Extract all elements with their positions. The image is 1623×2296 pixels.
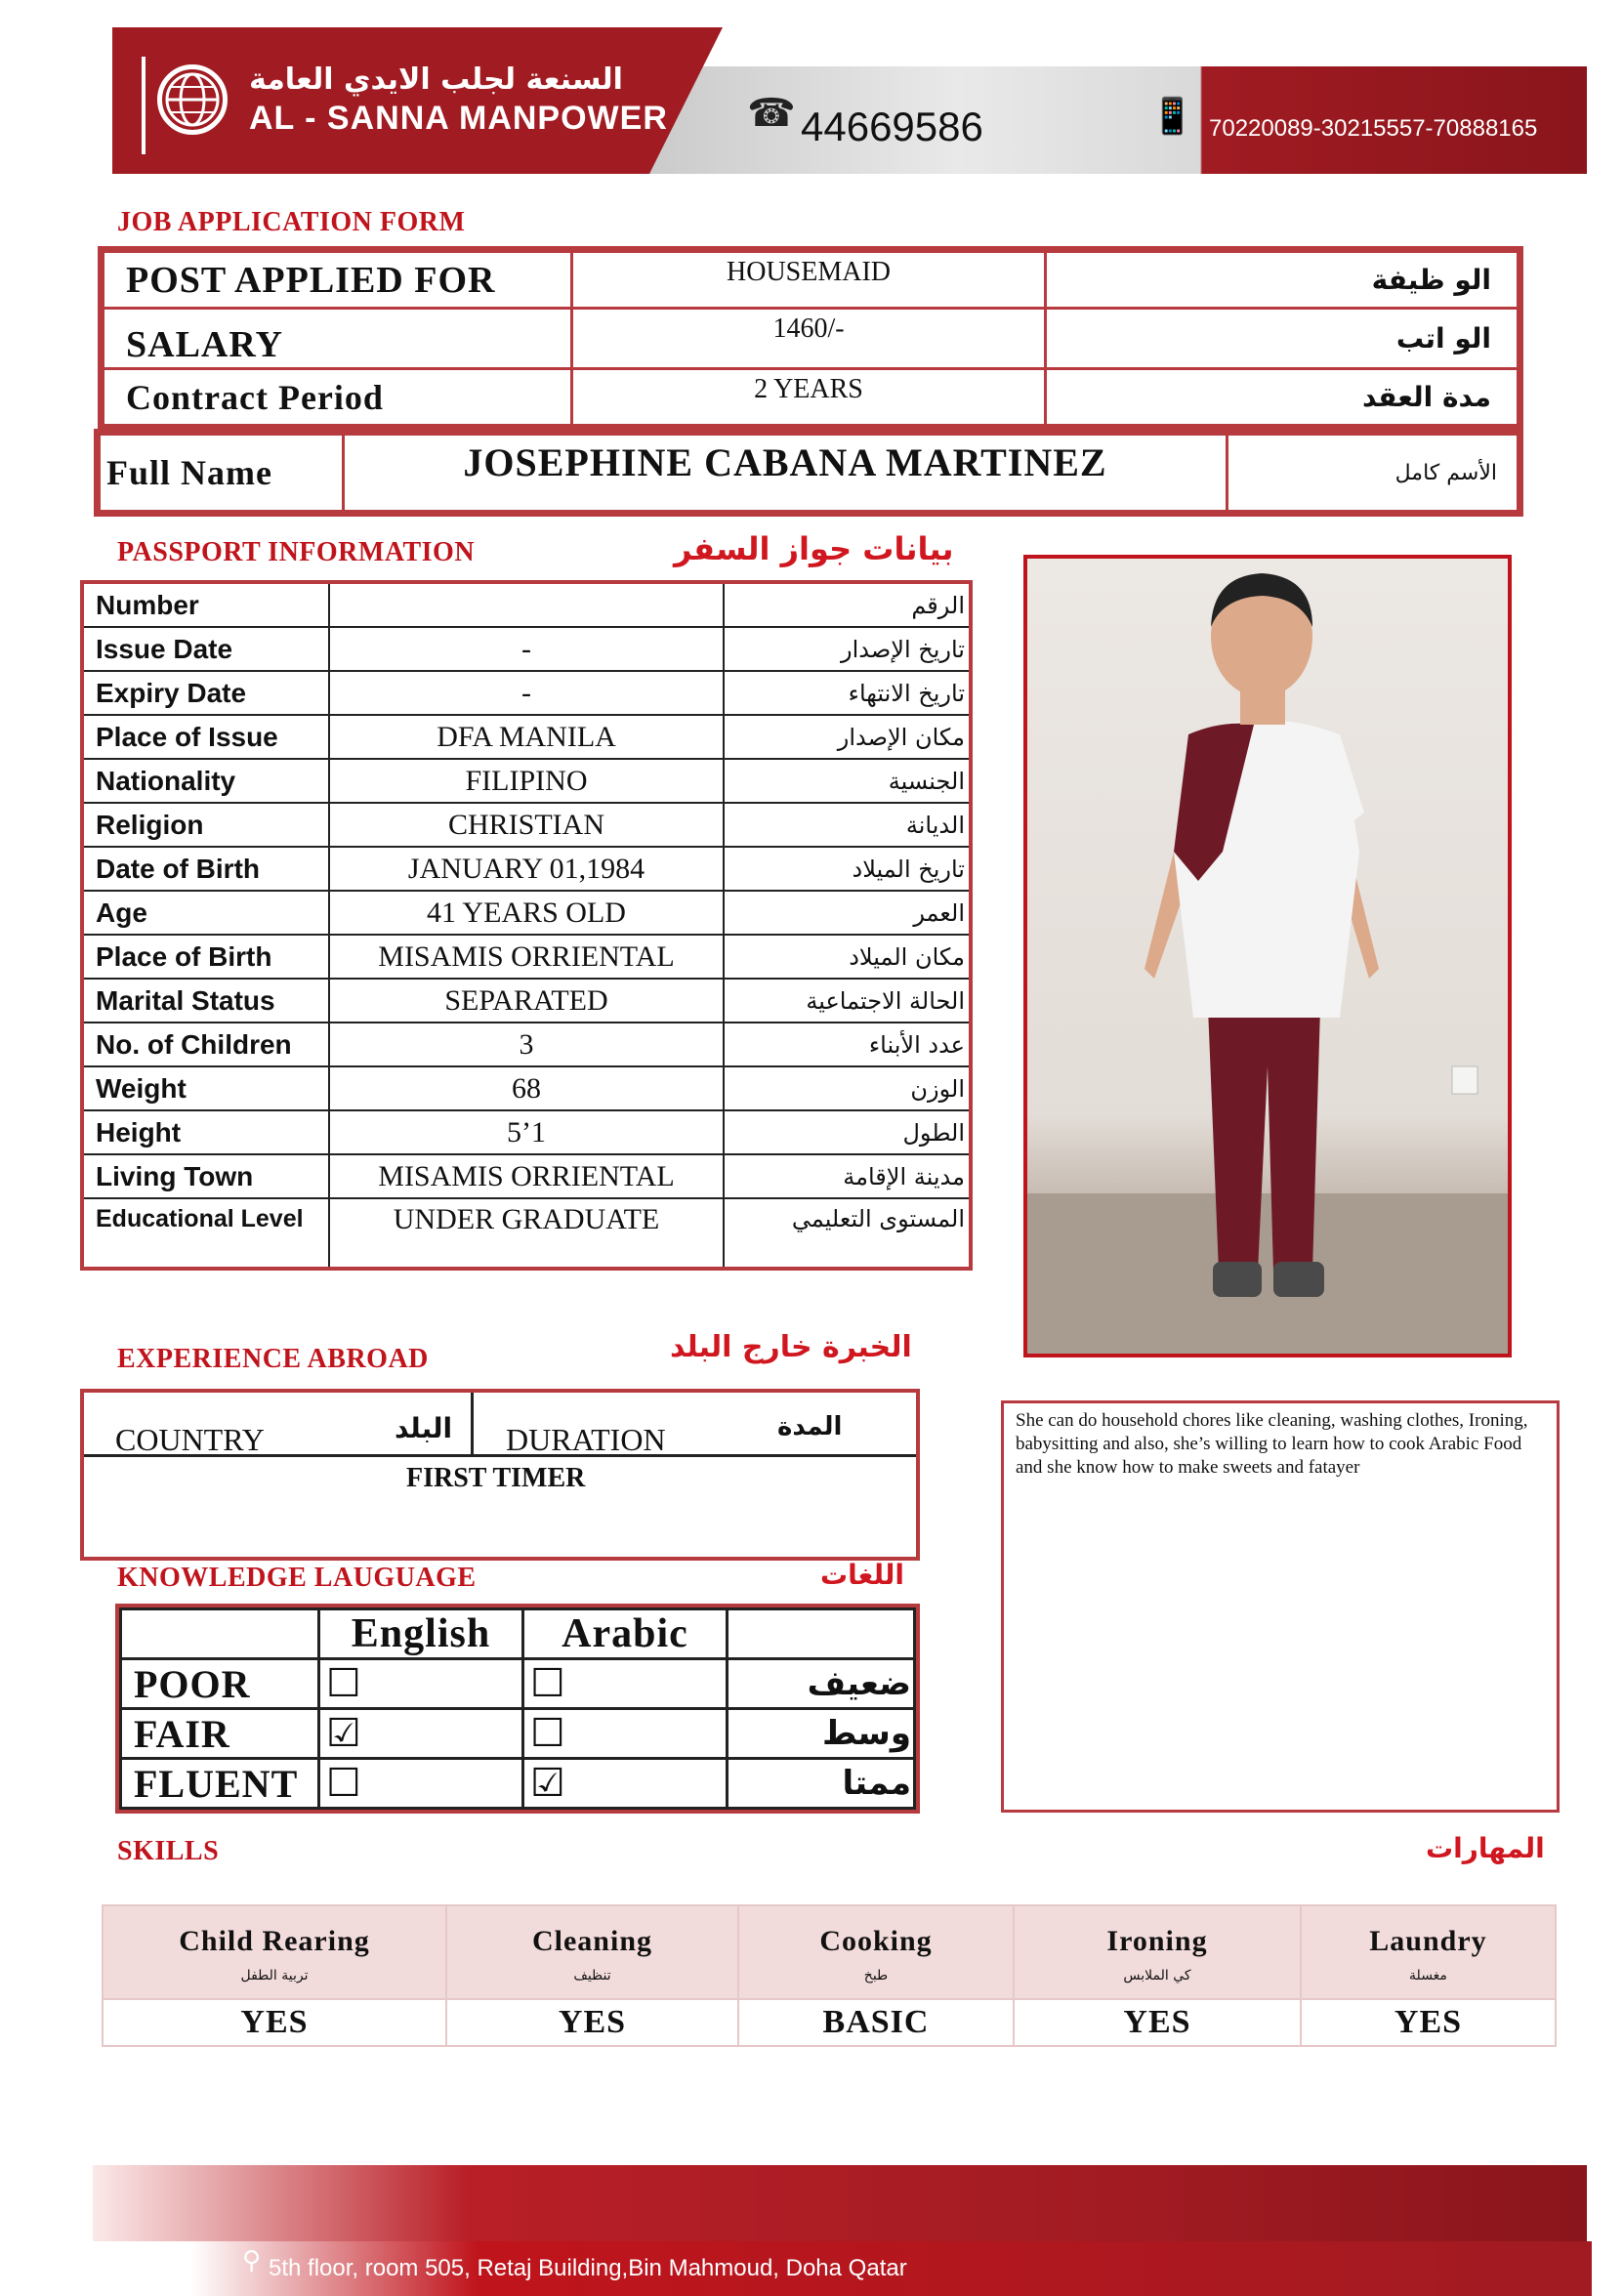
full-name-label: Full Name bbox=[100, 435, 344, 512]
arabic-cell bbox=[523, 1659, 728, 1709]
skills-section-title-arabic: المهارات bbox=[1426, 1832, 1545, 1864]
passport-field-label: Weight bbox=[82, 1066, 329, 1110]
letterhead-footer bbox=[0, 2163, 1623, 2296]
english-checkbox[interactable]: ☐ bbox=[326, 1761, 361, 1806]
language-table bbox=[119, 1607, 916, 1810]
passport-field-label: Expiry Date bbox=[82, 671, 329, 715]
contract-value: 2 YEARS bbox=[572, 369, 1046, 426]
language-row bbox=[121, 1759, 915, 1809]
skills-table bbox=[102, 1904, 1557, 2047]
passport-field-label: Height bbox=[82, 1110, 329, 1154]
passport-section-title-arabic: بيانات جواز السفر bbox=[674, 530, 954, 567]
country-label-arabic: البلد bbox=[395, 1412, 453, 1444]
passport-row bbox=[82, 979, 971, 1023]
passport-section-title: PASSPORT INFORMATION bbox=[117, 537, 476, 567]
passport-field-value: CHRISTIAN bbox=[329, 803, 724, 847]
passport-field-label-arabic: تاريخ الانتهاء bbox=[724, 671, 971, 715]
footer-address: 5th floor, room 505, Retaj Building,Bin Mahmoud, Doha Qatar bbox=[269, 2255, 907, 2281]
passport-field-value: FILIPINO bbox=[329, 759, 724, 803]
language-level-label: FAIR bbox=[121, 1709, 319, 1759]
skill-name-arabic: طبخ bbox=[863, 1968, 889, 1983]
language-row bbox=[121, 1709, 915, 1759]
passport-field-label-arabic: مكان الميلاد bbox=[724, 935, 971, 979]
passport-field-label: Date of Birth bbox=[82, 847, 329, 891]
passport-row bbox=[82, 715, 971, 759]
contract-label-arabic: مدة العقد bbox=[1046, 369, 1519, 426]
passport-row bbox=[82, 935, 971, 979]
passport-field-value bbox=[329, 582, 724, 627]
header-divider bbox=[142, 57, 146, 154]
passport-field-label: Issue Date bbox=[82, 627, 329, 671]
passport-row bbox=[82, 1023, 971, 1066]
language-header-blank-right bbox=[728, 1609, 915, 1659]
passport-row bbox=[82, 1110, 971, 1154]
skill-header bbox=[446, 1905, 738, 1999]
skill-name: Child Rearing bbox=[179, 1925, 370, 1957]
passport-row bbox=[82, 671, 971, 715]
passport-field-label-arabic: مكان الإصدار bbox=[724, 715, 971, 759]
language-col-english: English bbox=[319, 1609, 523, 1659]
full-name-label-arabic: الأسم كامل bbox=[1228, 435, 1519, 512]
language-section-title-arabic: اللغات bbox=[820, 1559, 904, 1591]
language-level-label: FLUENT bbox=[121, 1759, 319, 1809]
skill-header bbox=[738, 1905, 1014, 1999]
duration-label-arabic: المدة bbox=[777, 1412, 843, 1441]
skill-value: YES bbox=[1301, 1999, 1556, 2046]
passport-field-value: JANUARY 01,1984 bbox=[329, 847, 724, 891]
arabic-cell bbox=[523, 1709, 728, 1759]
passport-field-value: 68 bbox=[329, 1066, 724, 1110]
skill-header bbox=[1014, 1905, 1301, 1999]
passport-field-value: DFA MANILA bbox=[329, 715, 724, 759]
passport-field-label: No. of Children bbox=[82, 1023, 329, 1066]
english-cell bbox=[319, 1759, 523, 1809]
passport-field-label: Place of Issue bbox=[82, 715, 329, 759]
passport-field-label-arabic: الديانة bbox=[724, 803, 971, 847]
passport-row bbox=[82, 627, 971, 671]
passport-field-value: MISAMIS ORRIENTAL bbox=[329, 935, 724, 979]
salary-label-arabic: الو اتب bbox=[1046, 309, 1519, 369]
footer-band-top bbox=[93, 2165, 1587, 2243]
telephone-icon: ☎ bbox=[747, 91, 796, 136]
passport-field-label-arabic: العمر bbox=[724, 891, 971, 935]
passport-field-label: Religion bbox=[82, 803, 329, 847]
experience-section-title: EXPERIENCE ABROAD bbox=[117, 1344, 429, 1374]
passport-row bbox=[82, 891, 971, 935]
location-pin-icon: ⚲ bbox=[242, 2246, 262, 2275]
passport-field-value: SEPARATED bbox=[329, 979, 724, 1023]
language-header-blank bbox=[121, 1609, 319, 1659]
arabic-checkbox[interactable]: ☐ bbox=[530, 1711, 565, 1756]
skill-name-arabic: تنظيف bbox=[573, 1968, 611, 1983]
passport-field-value: 3 bbox=[329, 1023, 724, 1066]
experience-col-divider bbox=[471, 1393, 474, 1457]
skill-header bbox=[103, 1905, 446, 1999]
full-name-table bbox=[98, 433, 1519, 513]
language-level-label-arabic: وسط bbox=[728, 1709, 915, 1759]
passport-field-label-arabic: المستوى التعليمي bbox=[724, 1198, 971, 1269]
passport-field-label-arabic: تاريخ الميلاد bbox=[724, 847, 971, 891]
duration-label: DURATION bbox=[506, 1422, 666, 1457]
post-value: HOUSEMAID bbox=[572, 252, 1046, 309]
globe-logo-icon bbox=[157, 64, 228, 135]
skills-section-title: SKILLS bbox=[117, 1836, 220, 1866]
experience-value: FIRST TIMER bbox=[406, 1463, 586, 1493]
passport-field-label-arabic: الطول bbox=[724, 1110, 971, 1154]
full-name-value: JOSEPHINE CABANA MARTINEZ bbox=[344, 435, 1228, 512]
phone-number: 44669586 bbox=[801, 104, 983, 149]
company-name-english: AL - SANNA MANPOWER bbox=[249, 100, 668, 137]
english-cell bbox=[319, 1709, 523, 1759]
passport-field-label: Number bbox=[82, 582, 329, 627]
passport-field-value: 41 YEARS OLD bbox=[329, 891, 724, 935]
passport-row bbox=[82, 582, 971, 627]
english-checkbox[interactable]: ☐ bbox=[326, 1661, 361, 1706]
arabic-cell bbox=[523, 1759, 728, 1809]
skill-value: YES bbox=[103, 1999, 446, 2046]
passport-row bbox=[82, 1066, 971, 1110]
language-row bbox=[121, 1659, 915, 1709]
language-level-label-arabic: ممتا bbox=[728, 1759, 915, 1809]
passport-field-label: Living Town bbox=[82, 1154, 329, 1198]
arabic-checkbox[interactable]: ☑ bbox=[530, 1761, 565, 1806]
passport-field-value: UNDER GRADUATE bbox=[329, 1198, 724, 1269]
passport-field-label: Educational Level bbox=[82, 1198, 329, 1269]
salary-label: SALARY bbox=[104, 309, 572, 369]
passport-field-label-arabic: عدد الأبناء bbox=[724, 1023, 971, 1066]
passport-field-value: MISAMIS ORRIENTAL bbox=[329, 1154, 724, 1198]
english-cell bbox=[319, 1659, 523, 1709]
skill-value: YES bbox=[446, 1999, 738, 2046]
experience-box bbox=[80, 1389, 920, 1561]
skill-value: YES bbox=[1014, 1999, 1301, 2046]
skill-value: BASIC bbox=[738, 1999, 1014, 2046]
remarks-text: She can do household chores like cleaning, washing clothes, Ironing, babysitting and also, she’s willing to learn how to cook Arabic Food and she know how to make sweets and fatayer bbox=[1016, 1410, 1528, 1478]
skill-name: Laundry bbox=[1369, 1925, 1487, 1957]
job-table bbox=[102, 250, 1519, 427]
passport-field-label-arabic: الجنسية bbox=[724, 759, 971, 803]
post-label-arabic: الو ظيفة bbox=[1046, 252, 1519, 309]
passport-field-label: Nationality bbox=[82, 759, 329, 803]
skill-name: Cooking bbox=[819, 1925, 933, 1957]
passport-field-label-arabic: مدينة الإقامة bbox=[724, 1154, 971, 1198]
skill-name-arabic: مغسلة bbox=[1409, 1968, 1447, 1983]
salary-value: 1460/- bbox=[572, 309, 1046, 369]
language-col-arabic: Arabic bbox=[523, 1609, 728, 1659]
passport-field-label: Age bbox=[82, 891, 329, 935]
passport-row bbox=[82, 759, 971, 803]
passport-row bbox=[82, 803, 971, 847]
passport-row bbox=[82, 1154, 971, 1198]
passport-field-value: 5’1 bbox=[329, 1110, 724, 1154]
passport-field-label-arabic: الرقم bbox=[724, 582, 971, 627]
contract-label: Contract Period bbox=[104, 369, 572, 426]
letterhead-header bbox=[112, 27, 1587, 174]
post-label: POST APPLIED FOR bbox=[104, 252, 572, 309]
language-level-label-arabic: ضعيف bbox=[728, 1659, 915, 1709]
passport-field-label-arabic: الحالة الاجتماعية bbox=[724, 979, 971, 1023]
skill-header bbox=[1301, 1905, 1556, 1999]
passport-field-label-arabic: الوزن bbox=[724, 1066, 971, 1110]
language-level-label: POOR bbox=[121, 1659, 319, 1709]
mobile-phone-icon: 📱 bbox=[1150, 97, 1194, 137]
passport-field-label: Place of Birth bbox=[82, 935, 329, 979]
applicant-photo bbox=[1023, 555, 1512, 1357]
company-name-arabic: السنعة لجلب الايدي العامة bbox=[249, 63, 623, 97]
skill-name-arabic: كي الملابس bbox=[1123, 1968, 1191, 1983]
skill-name-arabic: تربية الطفل bbox=[240, 1968, 309, 1983]
passport-field-label: Marital Status bbox=[82, 979, 329, 1023]
arabic-checkbox[interactable]: ☐ bbox=[530, 1661, 565, 1706]
passport-row bbox=[82, 847, 971, 891]
passport-field-value: - bbox=[329, 671, 724, 715]
skill-name: Ironing bbox=[1106, 1925, 1208, 1957]
passport-row bbox=[82, 1198, 971, 1269]
mobile-numbers: 70220089-30215557-70888165 bbox=[1209, 115, 1538, 142]
passport-field-value: - bbox=[329, 627, 724, 671]
country-label: COUNTRY bbox=[115, 1422, 265, 1457]
remarks-box bbox=[1001, 1400, 1560, 1813]
passport-table bbox=[80, 580, 973, 1271]
passport-field-label-arabic: تاريخ الإصدار bbox=[724, 627, 971, 671]
form-title: JOB APPLICATION FORM bbox=[117, 207, 466, 237]
language-section-title: KNOWLEDGE LAUGUAGE bbox=[117, 1563, 477, 1593]
experience-section-title-arabic: الخبرة خارج البلد bbox=[670, 1330, 912, 1364]
skill-name: Cleaning bbox=[531, 1925, 653, 1957]
english-checkbox[interactable]: ☑ bbox=[326, 1711, 361, 1756]
